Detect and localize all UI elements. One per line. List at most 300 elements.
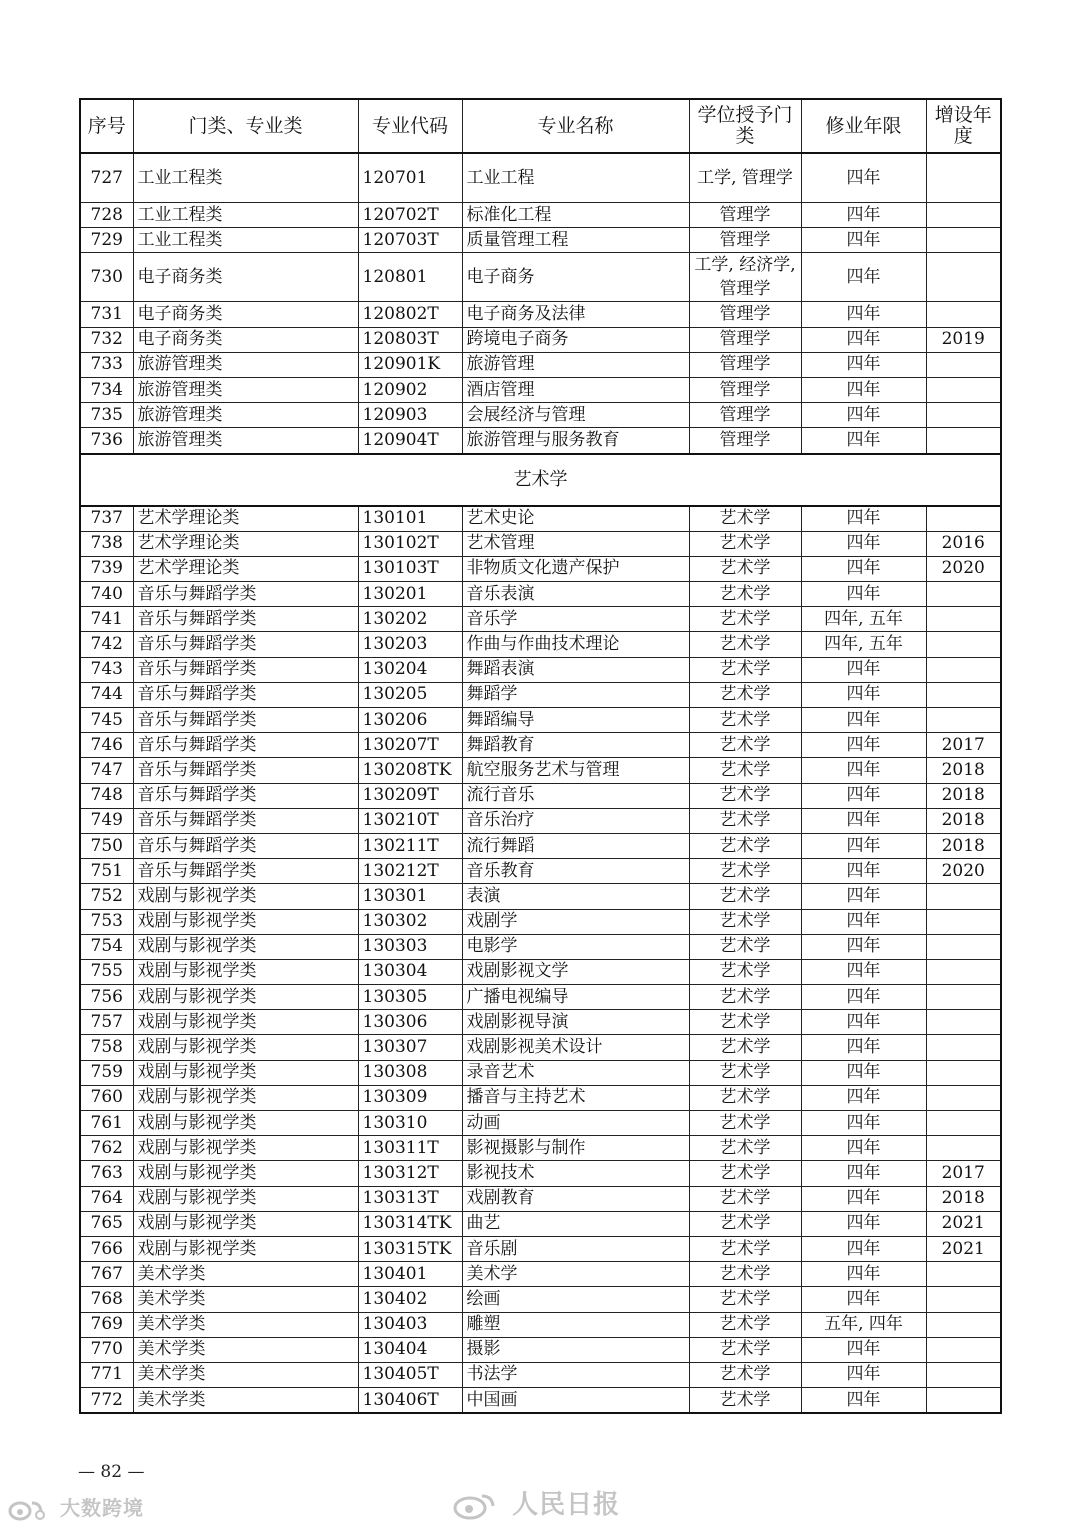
cell-index: 772 [80,1388,133,1414]
cell-index: 769 [80,1312,133,1337]
cell-category: 工业工程类 [133,153,358,203]
cell-category: 艺术学理论类 [133,531,358,556]
cell-duration: 四年 [801,1362,926,1387]
cell-code: 130205 [358,682,462,707]
table-row [80,582,1001,607]
cell-code: 130211T [358,833,462,858]
cell-major-name: 艺术管理 [462,531,689,556]
table-row [80,1035,1001,1060]
cell-code: 130303 [358,934,462,959]
table-row [80,959,1001,984]
cell-duration: 四年 [801,556,926,581]
cell-major-name: 音乐教育 [462,859,689,884]
cell-index: 730 [80,253,133,302]
cell-degree: 艺术学 [689,758,801,783]
cell-index: 734 [80,377,133,402]
cell-year-added [926,632,1001,657]
cell-year-added [926,377,1001,402]
table-row [80,733,1001,758]
cell-degree: 工学, 管理学 [689,153,801,203]
cell-category: 美术学类 [133,1388,358,1414]
cell-category: 美术学类 [133,1362,358,1387]
cell-year-added [926,657,1001,682]
cell-major-name: 工业工程 [462,153,689,203]
cell-duration: 四年 [801,1136,926,1161]
table-row [80,808,1001,833]
cell-degree: 艺术学 [689,632,801,657]
cell-degree: 艺术学 [689,1161,801,1186]
cell-degree: 艺术学 [689,909,801,934]
table-row [80,1262,1001,1287]
cell-year-added [926,253,1001,302]
cell-major-name: 舞蹈表演 [462,657,689,682]
cell-major-name: 酒店管理 [462,377,689,402]
table-row [80,909,1001,934]
cell-degree: 艺术学 [689,556,801,581]
cell-duration: 四年 [801,1186,926,1211]
page-number: — 82 — [78,1462,145,1482]
table-row [80,682,1001,707]
cell-year-added: 2018 [926,808,1001,833]
table-row [80,783,1001,808]
cell-major-name: 电子商务及法律 [462,302,689,327]
cell-duration: 四年 [801,228,926,253]
cell-category: 音乐与舞蹈学类 [133,708,358,733]
table-row [80,884,1001,909]
cell-major-name: 戏剧影视文学 [462,959,689,984]
cell-year-added: 2021 [926,1236,1001,1261]
cell-year-added [926,1287,1001,1312]
cell-duration: 四年 [801,733,926,758]
cell-index: 754 [80,934,133,959]
cell-degree: 艺术学 [689,531,801,556]
cell-degree: 艺术学 [689,985,801,1010]
cell-year-added [926,682,1001,707]
cell-year-added [926,203,1001,228]
cell-index: 727 [80,153,133,203]
cell-year-added [926,1388,1001,1414]
cell-index: 739 [80,556,133,581]
cell-index: 758 [80,1035,133,1060]
cell-year-added [926,1010,1001,1035]
cell-duration: 四年 [801,783,926,808]
cell-duration: 四年 [801,884,926,909]
table-row [80,1312,1001,1337]
cell-year-added: 2017 [926,1161,1001,1186]
cell-year-added [926,708,1001,733]
cell-code: 120703T [358,228,462,253]
cell-major-name: 会展经济与管理 [462,403,689,428]
cell-duration: 四年 [801,959,926,984]
table-row [80,632,1001,657]
cell-major-name: 曲艺 [462,1211,689,1236]
cell-category: 音乐与舞蹈学类 [133,833,358,858]
table-header [80,99,1001,153]
table-body-management [80,153,1001,454]
cell-year-added [926,1262,1001,1287]
table-body-art [80,506,1001,1414]
cell-code: 130403 [358,1312,462,1337]
cell-duration: 四年 [801,833,926,858]
table-row [80,327,1001,352]
cell-category: 电子商务类 [133,253,358,302]
cell-category: 戏剧与影视学类 [133,1035,358,1060]
cell-code: 130406T [358,1388,462,1414]
table-row [80,428,1001,454]
cell-duration: 四年 [801,153,926,203]
cell-year-added [926,582,1001,607]
cell-category: 戏剧与影视学类 [133,1060,358,1085]
table-row [80,934,1001,959]
cell-category: 戏剧与影视学类 [133,1236,358,1261]
table-row [80,153,1001,203]
cell-category: 音乐与舞蹈学类 [133,657,358,682]
cell-degree: 艺术学 [689,682,801,707]
section-row-group [80,454,1001,506]
cell-code: 120901K [358,352,462,377]
cell-category: 音乐与舞蹈学类 [133,632,358,657]
cell-major-name: 表演 [462,884,689,909]
cell-category: 美术学类 [133,1337,358,1362]
cell-category: 戏剧与影视学类 [133,884,358,909]
cell-major-name: 戏剧教育 [462,1186,689,1211]
cell-degree: 艺术学 [689,506,801,532]
cell-major-name: 动画 [462,1111,689,1136]
cell-duration: 四年 [801,1111,926,1136]
cell-code: 130306 [358,1010,462,1035]
cell-major-name: 舞蹈教育 [462,733,689,758]
cell-year-added [926,909,1001,934]
cell-duration: 四年 [801,1262,926,1287]
cell-category: 旅游管理类 [133,377,358,402]
header-year-added: 增设年度 [926,99,1001,153]
cell-code: 130402 [358,1287,462,1312]
cell-index: 761 [80,1111,133,1136]
cell-major-name: 摄影 [462,1337,689,1362]
cell-code: 130102T [358,531,462,556]
cell-degree: 艺术学 [689,1085,801,1110]
cell-year-added [926,1085,1001,1110]
cell-code: 130305 [358,985,462,1010]
cell-major-name: 标准化工程 [462,203,689,228]
cell-duration: 四年 [801,708,926,733]
table-row [80,985,1001,1010]
cell-duration: 四年 [801,1287,926,1312]
cell-duration: 四年 [801,582,926,607]
cell-major-name: 跨境电子商务 [462,327,689,352]
cell-degree: 艺术学 [689,1010,801,1035]
cell-duration: 四年 [801,506,926,532]
cell-degree: 艺术学 [689,808,801,833]
cell-index: 755 [80,959,133,984]
cell-year-added: 2020 [926,556,1001,581]
cell-index: 740 [80,582,133,607]
cell-degree: 管理学 [689,377,801,402]
cell-degree: 艺术学 [689,783,801,808]
cell-year-added: 2018 [926,758,1001,783]
cell-major-name: 书法学 [462,1362,689,1387]
cell-code: 130311T [358,1136,462,1161]
cell-code: 130301 [358,884,462,909]
cell-major-name: 音乐剧 [462,1236,689,1261]
table-row [80,1236,1001,1261]
header-degree: 学位授予门类 [689,99,801,153]
table-row [80,1186,1001,1211]
cell-major-name: 美术学 [462,1262,689,1287]
cell-category: 戏剧与影视学类 [133,1136,358,1161]
cell-duration: 四年 [801,1161,926,1186]
cell-category: 戏剧与影视学类 [133,985,358,1010]
cell-year-added [926,884,1001,909]
cell-index: 746 [80,733,133,758]
cell-year-added [926,403,1001,428]
cell-category: 艺术学理论类 [133,506,358,532]
cell-index: 753 [80,909,133,934]
table-row [80,1060,1001,1085]
cell-duration: 四年 [801,1337,926,1362]
cell-major-name: 舞蹈编导 [462,708,689,733]
cell-duration: 四年 [801,682,926,707]
cell-major-name: 戏剧学 [462,909,689,934]
cell-degree: 艺术学 [689,657,801,682]
cell-year-added: 2016 [926,531,1001,556]
cell-code: 120904T [358,428,462,454]
section-row [80,454,1001,506]
cell-duration: 五年, 四年 [801,1312,926,1337]
cell-index: 747 [80,758,133,783]
cell-category: 戏剧与影视学类 [133,1085,358,1110]
cell-year-added [926,1035,1001,1060]
cell-index: 765 [80,1211,133,1236]
cell-category: 美术学类 [133,1287,358,1312]
cell-code: 130101 [358,506,462,532]
watermark-right [452,1484,620,1521]
cell-category: 美术学类 [133,1262,358,1287]
cell-major-name: 旅游管理与服务教育 [462,428,689,454]
cell-index: 750 [80,833,133,858]
major-catalog-table [79,98,1002,1414]
cell-major-name: 旅游管理 [462,352,689,377]
cell-degree: 管理学 [689,228,801,253]
cell-major-name: 流行舞蹈 [462,833,689,858]
table-row [80,1211,1001,1236]
table-row [80,203,1001,228]
cell-year-added: 2019 [926,327,1001,352]
cell-major-name: 电影学 [462,934,689,959]
cell-duration: 四年 [801,1236,926,1261]
cell-category: 戏剧与影视学类 [133,909,358,934]
cell-index: 741 [80,607,133,632]
cell-index: 737 [80,506,133,532]
cell-major-name: 影视技术 [462,1161,689,1186]
cell-code: 130314TK [358,1211,462,1236]
cell-degree: 艺术学 [689,708,801,733]
cell-degree: 艺术学 [689,1060,801,1085]
cell-duration: 四年, 五年 [801,607,926,632]
cell-major-name: 音乐治疗 [462,808,689,833]
cell-year-added [926,934,1001,959]
cell-index: 763 [80,1161,133,1186]
cell-index: 764 [80,1186,133,1211]
table-row [80,859,1001,884]
cell-code: 120702T [358,203,462,228]
cell-code: 130204 [358,657,462,682]
cell-degree: 艺术学 [689,1337,801,1362]
table-row [80,708,1001,733]
cell-code: 130302 [358,909,462,934]
cell-duration: 四年 [801,1035,926,1060]
cell-category: 工业工程类 [133,203,358,228]
cell-degree: 管理学 [689,352,801,377]
cell-degree: 艺术学 [689,582,801,607]
cell-degree: 艺术学 [689,1388,801,1414]
cell-degree: 艺术学 [689,733,801,758]
cell-degree: 艺术学 [689,859,801,884]
cell-index: 760 [80,1085,133,1110]
cell-code: 120903 [358,403,462,428]
cell-degree: 艺术学 [689,1111,801,1136]
cell-index: 732 [80,327,133,352]
cell-code: 130201 [358,582,462,607]
cell-category: 音乐与舞蹈学类 [133,758,358,783]
table-row [80,607,1001,632]
cell-duration: 四年 [801,859,926,884]
cell-category: 戏剧与影视学类 [133,1211,358,1236]
cell-major-name: 戏剧影视美术设计 [462,1035,689,1060]
cell-code: 130212T [358,859,462,884]
cell-category: 旅游管理类 [133,352,358,377]
cell-duration: 四年 [801,377,926,402]
cell-year-added: 2020 [926,859,1001,884]
cell-year-added [926,153,1001,203]
cell-duration: 四年 [801,1060,926,1085]
cell-code: 130312T [358,1161,462,1186]
cell-duration: 四年 [801,428,926,454]
cell-index: 745 [80,708,133,733]
cell-code: 130207T [358,733,462,758]
cell-duration: 四年 [801,403,926,428]
cell-code: 130401 [358,1262,462,1287]
cell-degree: 艺术学 [689,884,801,909]
table-row [80,1388,1001,1414]
cell-index: 759 [80,1060,133,1085]
table-row [80,352,1001,377]
cell-year-added [926,1111,1001,1136]
cell-year-added [926,1312,1001,1337]
cell-degree: 艺术学 [689,1362,801,1387]
cell-code: 130405T [358,1362,462,1387]
cell-code: 130404 [358,1337,462,1362]
cell-index: 733 [80,352,133,377]
cell-duration: 四年 [801,758,926,783]
cell-major-name: 戏剧影视导演 [462,1010,689,1035]
table-row [80,1085,1001,1110]
cell-code: 130209T [358,783,462,808]
header-index: 序号 [80,99,133,153]
table-row [80,1111,1001,1136]
cell-major-name: 音乐表演 [462,582,689,607]
cell-index: 736 [80,428,133,454]
cell-code: 120701 [358,153,462,203]
table-row [80,253,1001,302]
cell-degree: 艺术学 [689,833,801,858]
cell-category: 戏剧与影视学类 [133,1111,358,1136]
cell-degree: 艺术学 [689,1312,801,1337]
cell-year-added [926,352,1001,377]
table-row [80,506,1001,532]
table-row [80,377,1001,402]
cell-major-name: 质量管理工程 [462,228,689,253]
cell-duration: 四年 [801,1085,926,1110]
table-row [80,1161,1001,1186]
cell-index: 749 [80,808,133,833]
cell-degree: 管理学 [689,302,801,327]
cell-code: 130203 [358,632,462,657]
cell-category: 音乐与舞蹈学类 [133,582,358,607]
cell-index: 766 [80,1236,133,1261]
cell-major-name: 作曲与作曲技术理论 [462,632,689,657]
cell-index: 731 [80,302,133,327]
cell-index: 768 [80,1287,133,1312]
cell-year-added [926,985,1001,1010]
table-row [80,1136,1001,1161]
cell-index: 748 [80,783,133,808]
cell-category: 音乐与舞蹈学类 [133,733,358,758]
cell-duration: 四年 [801,985,926,1010]
cell-code: 130206 [358,708,462,733]
cell-duration: 四年 [801,934,926,959]
cell-year-added [926,1362,1001,1387]
cell-major-name: 音乐学 [462,607,689,632]
cell-code: 120801 [358,253,462,302]
weibo-logo-icon [452,1490,512,1520]
cell-year-added [926,228,1001,253]
cell-major-name: 航空服务艺术与管理 [462,758,689,783]
cell-category: 艺术学理论类 [133,556,358,581]
cell-code: 130310 [358,1111,462,1136]
cell-degree: 艺术学 [689,607,801,632]
cell-category: 音乐与舞蹈学类 [133,859,358,884]
cell-code: 120902 [358,377,462,402]
table-row [80,1337,1001,1362]
cell-index: 756 [80,985,133,1010]
cell-code: 130315TK [358,1236,462,1261]
cell-index: 735 [80,403,133,428]
cell-index: 729 [80,228,133,253]
cell-major-name: 流行音乐 [462,783,689,808]
cell-code: 130308 [358,1060,462,1085]
cell-index: 767 [80,1262,133,1287]
cell-major-name: 舞蹈学 [462,682,689,707]
cell-duration: 四年 [801,1010,926,1035]
table-row [80,833,1001,858]
cell-degree: 艺术学 [689,1211,801,1236]
table-row [80,403,1001,428]
cell-index: 752 [80,884,133,909]
cell-code: 120802T [358,302,462,327]
cell-year-added [926,428,1001,454]
cell-index: 743 [80,657,133,682]
cell-duration: 四年, 五年 [801,632,926,657]
cell-code: 130313T [358,1186,462,1211]
cell-category: 戏剧与影视学类 [133,1010,358,1035]
cell-code: 130208TK [358,758,462,783]
cell-major-name: 艺术史论 [462,506,689,532]
cell-category: 音乐与舞蹈学类 [133,607,358,632]
watermark-left-text: 大数跨境 [59,1496,144,1520]
cell-major-name: 非物质文化遗产保护 [462,556,689,581]
header-major-name: 专业名称 [462,99,689,153]
